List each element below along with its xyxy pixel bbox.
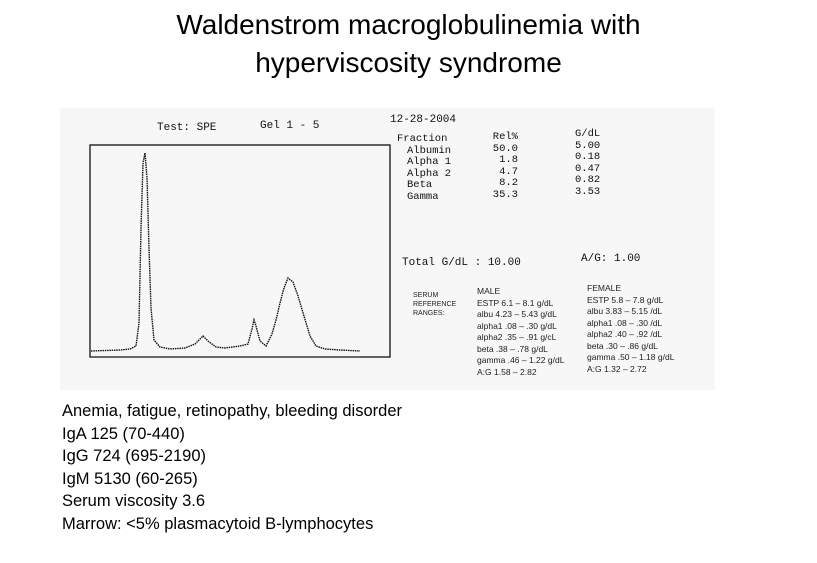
female-range-line: A:G 1.32 – 2.72 <box>587 363 647 374</box>
fraction-name: Albumin <box>407 144 452 157</box>
male-range-line: A:G 1.58 – 2.82 <box>477 366 537 377</box>
gdl-value: 3.53 <box>575 185 601 198</box>
male-range-line: gamma .46 – 1.22 g/dL <box>477 355 565 365</box>
female-range-line: FEMALE <box>587 283 622 293</box>
title-line-2: hyperviscosity syndrome <box>255 47 562 78</box>
female-range-line: gamma .50 – 1.18 g/dL <box>587 352 675 362</box>
fraction-name: Gamma <box>407 190 439 203</box>
rel-value: 35.3 <box>492 188 518 201</box>
male-range-line: ESTP 6.1 – 8.1 g/dL <box>477 297 554 308</box>
gdl-header: G/dL <box>575 128 601 140</box>
female-range-line: alpha1 .08 – .30 /dL <box>587 317 663 328</box>
female-range-line: albu 3.83 – 5.15 /dL <box>587 306 663 316</box>
rel-value: 1.8 <box>499 154 518 166</box>
clinical-detail-line: Serum viscosity 3.6 <box>62 492 206 510</box>
fraction-column <box>397 134 451 203</box>
gdl-column <box>575 129 600 198</box>
gel-label: Gel 1 - 5 <box>260 120 320 132</box>
trace-frame <box>90 145 390 357</box>
gdl-value: 5.00 <box>575 139 601 152</box>
rel-value: 8.2 <box>499 177 518 189</box>
male-range-line: beta .38 – .78 g/dL <box>477 343 548 354</box>
rel-value: 4.7 <box>499 165 518 178</box>
male-range-line: alpha1 .08 – .30 g/dL <box>477 320 557 331</box>
gdl-value: 0.18 <box>575 151 601 163</box>
slide-title <box>0 6 817 82</box>
clinical-detail-line: IgA 125 (70-440) <box>62 424 185 443</box>
rel-value: 50.0 <box>492 142 518 155</box>
ref-label-line: SERUM <box>413 292 439 299</box>
test-label: Test: SPE <box>157 122 217 134</box>
reference-ranges-label <box>413 291 456 318</box>
male-range-line: albu 4.23 – 5.43 g/dL <box>477 309 557 319</box>
rel-header: Rel% <box>492 131 518 143</box>
spe-report-scan <box>60 108 715 390</box>
fraction-header: Fraction <box>397 133 448 145</box>
fraction-name: Beta <box>407 179 433 191</box>
rel-percent-column <box>478 132 518 201</box>
female-reference-ranges <box>587 283 674 375</box>
female-range-line: beta .30 – .86 g/dL <box>587 340 658 351</box>
male-range-line: alpha2 .35 – .91 g/cL <box>477 332 557 342</box>
clinical-detail-line: IgG 724 (695-2190) <box>62 447 207 465</box>
male-range-line: MALE <box>477 286 501 296</box>
male-reference-ranges <box>477 286 564 378</box>
title-line-1: Waldenstrom macroglobulinemia with <box>176 9 641 40</box>
electrophoresis-densitometry-trace <box>60 108 400 368</box>
clinical-details-list <box>62 400 402 535</box>
gdl-value: 0.82 <box>575 174 601 186</box>
ag-ratio: A/G: 1.00 <box>581 253 641 265</box>
fraction-name: Alpha 1 <box>407 156 452 168</box>
ref-label-line: REFERENCE <box>413 301 457 308</box>
female-range-line: alpha2 .40 – .92 /dL <box>587 329 663 339</box>
female-range-line: ESTP 5.8 – 7.8 g/dL <box>587 294 664 305</box>
total-gdl: Total G/dL : 10.00 <box>402 257 521 269</box>
ref-label-line: RANGES: <box>413 310 445 317</box>
clinical-detail-line: Marrow: <5% plasmacytoid B-lymphocytes <box>62 514 374 533</box>
fraction-name: Alpha 2 <box>407 167 452 180</box>
gdl-value: 0.47 <box>575 162 601 175</box>
clinical-detail-line: IgM 5130 (60-265) <box>62 469 198 488</box>
clinical-detail-line: Anemia, fatigue, retinopathy, bleeding disorder <box>62 402 402 420</box>
report-date: 12-28-2004 <box>390 114 457 126</box>
densitometry-curve <box>91 153 360 351</box>
